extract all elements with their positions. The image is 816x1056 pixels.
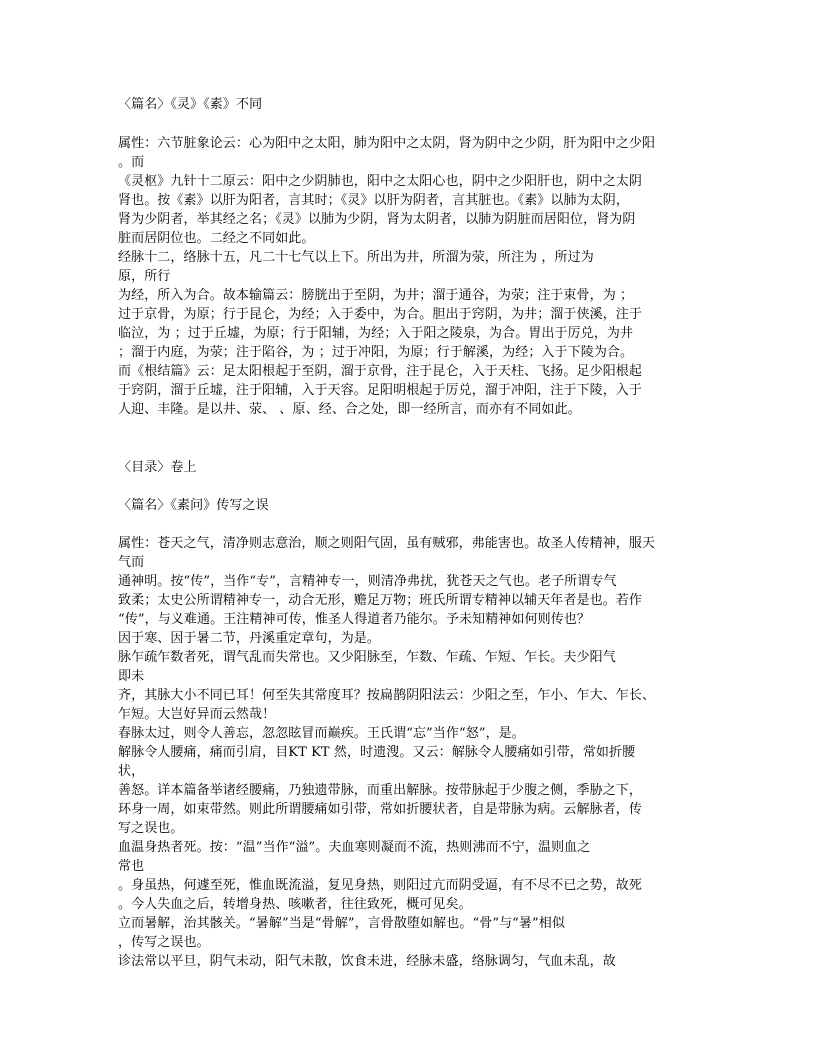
body-line: 肾也。按《素》以肝为阳者，言其时；《灵》以肝为阴者，言其脏也。《素》以肺为太阴， (118, 193, 630, 208)
body-line: 属性：苍天之气，清净则志意治，顺之则阳气固，虽有贼邪，弗能害也。故圣人传精神，服天 (118, 536, 656, 551)
body-line: 过于京骨，为原；行于昆仑，为经；入于委中，为合。胆出于窍阴，为井；溜于侠溪，注于 (118, 307, 643, 322)
body-line: 环身一周，如束带然。则此所谓腰痛如引带，常如折腰状者，自是带脉为病。云解脉者，传 (118, 802, 643, 817)
body-line: 肾为少阴者，举其经之名；《灵》以肺为少阴，肾为太阴者，以肺为阴脏而居阳位，肾为阴 (118, 212, 636, 227)
body-line: 乍短。大岂好异而云然哉！ (118, 707, 276, 722)
body-line: 因于寒、因于暑二节，丹溪重定章句，为是。 (118, 631, 381, 646)
section-heading-ling-su-differences: 〈篇名〉《灵》《素》不同 (118, 97, 263, 112)
body-line: 而《根结篇》云：足太阳根起于至阴，溜于京骨，注于昆仑，入于天柱、飞扬。足少阳根起 (118, 364, 643, 379)
body-line: 诊法常以平旦，阴气未动，阳气未散，饮食未进，经脉未盛，络脉调匀，气血未乱，故 (118, 954, 616, 969)
body-line: 。今人失血之后，转增身热、咳嗽者，往往致死，概可见矣。 (118, 897, 472, 912)
body-line: 原，所行 (118, 269, 171, 284)
body-line: 临泣，为 ；过于丘墟，为原；行于阳辅，为经；入于阳之陵泉，为合。胃出于厉兑，为井 (118, 326, 634, 341)
body-line: 脏而居阴位也。二经之不同如此。 (118, 231, 315, 246)
body-line: ；溜于内庭，为荥；注于陷谷，为 ；过于冲阳，为原；行于解溪，为经；入于下陵为合。 (118, 345, 634, 360)
body-line: 属性：六节脏象论云：心为阳中之太阳，肺为阳中之太阴，肾为阴中之少阴，肝为阳中之少阳 (118, 136, 656, 151)
body-line: 血温身热者死。按：“温”当作“溢”。夫血寒则凝而不流，热则沸而不宁，温则血之 (118, 840, 591, 855)
body-line: “传”，与义难通。王注精神可传，惟圣人得道者乃能尔。予未知精神如何则传也？ (118, 612, 590, 627)
body-line: ，传写之误也。 (118, 935, 210, 950)
body-line: 常也 (118, 859, 145, 874)
body-line: 于窍阴，溜于丘墟，注于阳辅，入于天容。足阳明根起于厉兑，溜于冲阳，注于下陵，入于 (118, 383, 643, 398)
body-line: 善怒。详本篇备举诸经腰痛，乃独遗带脉，而重出解脉。按带脉起于少腹之侧，季胁之下， (118, 783, 643, 798)
body-line: 气而 (118, 555, 145, 570)
body-line: 。身虽热，何遽至死，惟血既流溢，复见身热，则阳过亢而阴受逼，有不尽不已之势，故死 (118, 878, 643, 893)
body-line: 春脉太过，则令人善忘，忽忽眩冒而巅疾。王氏谓“忘”当作“怒”，是。 (118, 726, 525, 741)
section-heading-suwen-copy-errors: 〈篇名〉《素问》传写之误 (118, 498, 269, 513)
body-line: 。而 (118, 155, 145, 170)
body-line: 经脉十二，络脉十五，凡二十七气以上下。所出为井，所溜为荥，所注为 ，所过为 (118, 250, 594, 265)
body-line: 立而暑解，治其骸关。“暑解”当是“骨解”，言骨散堕如解也。“骨”与“暑”相似 (118, 916, 565, 931)
body-line: 状， (118, 764, 145, 779)
body-line: 脉乍疏乍数者死，谓气乱而失常也。又少阳脉至，乍数、乍疏、乍短、乍长。夫少阳气 (118, 650, 616, 665)
body-line: 《灵枢》九针十二原云：阳中之少阴肺也，阳中之太阳心也，阴中之少阳肝也，阴中之太阴 (118, 174, 643, 189)
body-line: 即未 (118, 669, 145, 684)
body-line: 通神明。按“传”，当作“专”，言精神专一，则清净弗扰，犹苍天之气也。老子所谓专气 (118, 574, 617, 589)
body-line: 解脉令人腰痛，痛而引肩，目KT KT 然，时遗溲。又云：解脉令人腰痛如引带，常如折腰 (118, 745, 636, 760)
body-line: 致柔；太史公所谓精神专一，动合无形，赡足万物；班氏所谓专精神以辅天年者是也。若作 (118, 593, 643, 608)
body-line: 齐，其脉大小不同已耳！何至失其常度耳？按扁鹊阴阳法云：少阳之至，乍小、乍大、乍长、 (118, 688, 656, 703)
body-line: 人迎、丰隆。是以井、荥、 、原、经、合之处，即一经所言，而亦有不同如此。 (118, 402, 581, 417)
toc-heading: 〈目录〉卷上 (118, 460, 197, 475)
body-line: 为经，所入为合。故本输篇云：膀胱出于至阴，为井；溜于通谷，为荥；注于束骨，为 ； (118, 288, 634, 303)
body-line: 写之误也。 (118, 821, 184, 836)
